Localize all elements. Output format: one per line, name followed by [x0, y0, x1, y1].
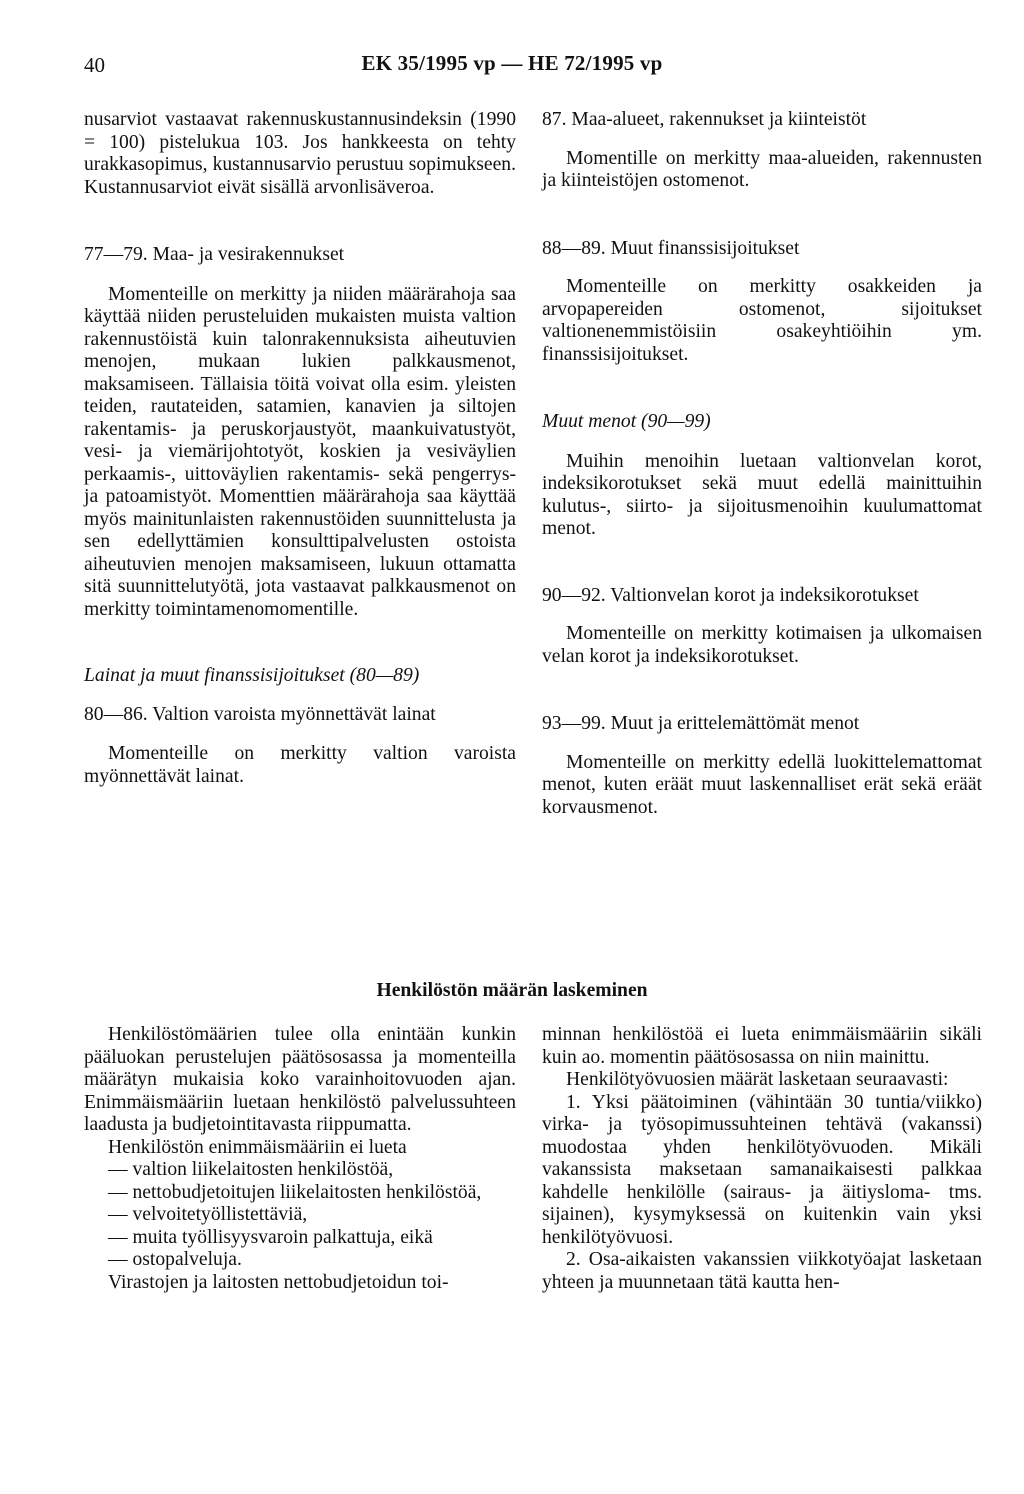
heading-77-79: 77—79. Maa- ja vesirakennukset	[84, 244, 345, 265]
heading-90-92: 90—92. Valtionvelan korot ja indeksikorotukset	[542, 584, 919, 606]
running-head: EK 35/1995 vp — HE 72/1995 vp	[361, 51, 663, 75]
section-paragraph-6: 2. Osa-aikaisten vakanssien viikkotyöajat lasketaan yhteen ja muunnetaan tätä kautta hen-	[542, 1249, 982, 1293]
list-item: — muita työllisyysvaroin palkattuja, eikä	[108, 1226, 433, 1248]
paragraph-90-99: Muihin menoihin luetaan valtionvelan korot, indeksikorotukset sekä muut edellä mainittuihin kulutus-, siirto- ja sijoitusmenoihin kuulumattomat menot.	[542, 450, 982, 539]
list-item: — valtion liikelaitosten henkilöstöä,	[108, 1159, 394, 1180]
list-item: — velvoitetyöllistettäviä,	[108, 1204, 308, 1225]
section-paragraph-continuation: minnan henkilöstöä ei lueta enimmäismääriin sikäli kuin ao. momentin päätösosassa on niin mainittu.	[542, 1024, 982, 1068]
list-item: — nettobudjetoitujen liikelaitosten henkilöstöä,	[108, 1181, 482, 1203]
section-left-column	[84, 1024, 516, 1294]
paragraph-77-79: Momenteille on merkitty ja niiden määrärahoja saa käyttää niiden perusteluiden mukaisten muista valtion rakennustöistä kuin talonrakennuksista aiheutuvien menojen, mukaan lukien palkkausmenot, maksamiseen. Tällaisia töitä voivat olla esim. yleisten teiden, rautateiden, satamien, kanavien ja siltojen rakentamis- ja peruskorjaustyöt, maankuivatustyöt, vesi- ja viemärijohtotyöt, koskien ja vesiväylien perkaamis-, uittoväylien rakentamis- sekä pengerrys- ja patoamistyöt. Momenttien määrärahoja saa käyttää myös mainitunlaisten rakennustöiden suunnittelusta ja sen edellyttämien konsulttipalvelusten ostoista aiheutuvien menojen maksamiseen, lukuun ottamatta sitä suunnittelutyötä, jota vastaavat palkkausmenot on merkitty toimintamenomomentille.	[84, 283, 516, 620]
heading-88-89: 88—89. Muut finanssisijoitukset	[542, 237, 800, 259]
section-right-column	[542, 1024, 982, 1294]
section-paragraph-5: 1. Yksi päätoiminen (vähintään 30 tuntia/viikko) virka- ja työsopimussuhteinen tehtävä (vakanssi) muodostaa yhden henkilötyövuoden. Mikäli vakanssista maksetaan samanaikaisesti palkkaa kahdelle henkilölle (sairaus- ja äitiysloma- tms. sijainen), kysymyksessä on kuitenkin vain yksi henkilötyövuosi.	[542, 1091, 982, 1248]
heading-87: 87. Maa-alueet, rakennukset ja kiinteistöt	[542, 109, 867, 130]
section-paragraph-4: Henkilötyövuosien määrät lasketaan seuraavasti:	[566, 1069, 949, 1090]
paragraph-continuation: nusarviot vastaavat rakennuskustannusindeksin (1990 = 100) pistelukua 103. Jos hankkeesta on tehty urakkasopimus, kustannusarvio perustuu sopimukseen. Kustannusarviot eivät sisällä arvonlisäveroa.	[84, 109, 516, 198]
paragraph-80-86: Momenteille on merkitty valtion varoista myönnettävät lainat.	[84, 743, 516, 787]
section-heading-80-89: Lainat ja muut finanssisijoitukset (80—89)	[84, 665, 420, 686]
section-paragraph-3: Virastojen ja laitosten nettobudjetoidun toi-	[108, 1271, 449, 1293]
paragraph-93-99: Momenteille on merkitty edellä luokittelemattomat menot, kuten eräät muut laskennalliset erät sekä eräät korvausmenot.	[542, 751, 982, 818]
left-column	[84, 109, 516, 788]
right-column	[542, 109, 982, 819]
section-paragraph-1: Henkilöstömäärien tulee olla enintään kunkin pääluokan perustelujen päätösosassa ja momenteilla määrätyn mukaisia koko varainhoitovuoden ajan. Enimmäismääriin luetaan henkilöstö palvelussuhteen laadusta ja budjetointitavasta riippumatta.	[84, 1024, 516, 1135]
section-title: Henkilöstön määrän laskeminen	[376, 980, 648, 1001]
paragraph-88-89: Momenteille on merkitty osakkeiden ja arvopapereiden ostomenot, sijoitukset valtionenemmistöisiin osakeyhtiöihin ym. finanssisijoitukset.	[542, 276, 982, 365]
section-paragraph-2: Henkilöstön enimmäismääriin ei lueta	[108, 1136, 407, 1158]
page-number: 40	[84, 53, 105, 77]
list-item: — ostopalveluja.	[108, 1249, 242, 1270]
heading-80-86: 80—86. Valtion varoista myönnettävät lainat	[84, 703, 436, 725]
paragraph-87: Momentille on merkitty maa-alueiden, rakennusten ja kiinteistöjen ostomenot.	[542, 147, 982, 191]
heading-93-99: 93—99. Muut ja erittelemättömät menot	[542, 713, 860, 734]
paragraph-90-92: Momenteille on merkitty kotimaisen ja ulkomaisen velan korot ja indeksikorotukset.	[542, 623, 982, 667]
section-heading-90-99: Muut menot (90—99)	[542, 411, 711, 432]
